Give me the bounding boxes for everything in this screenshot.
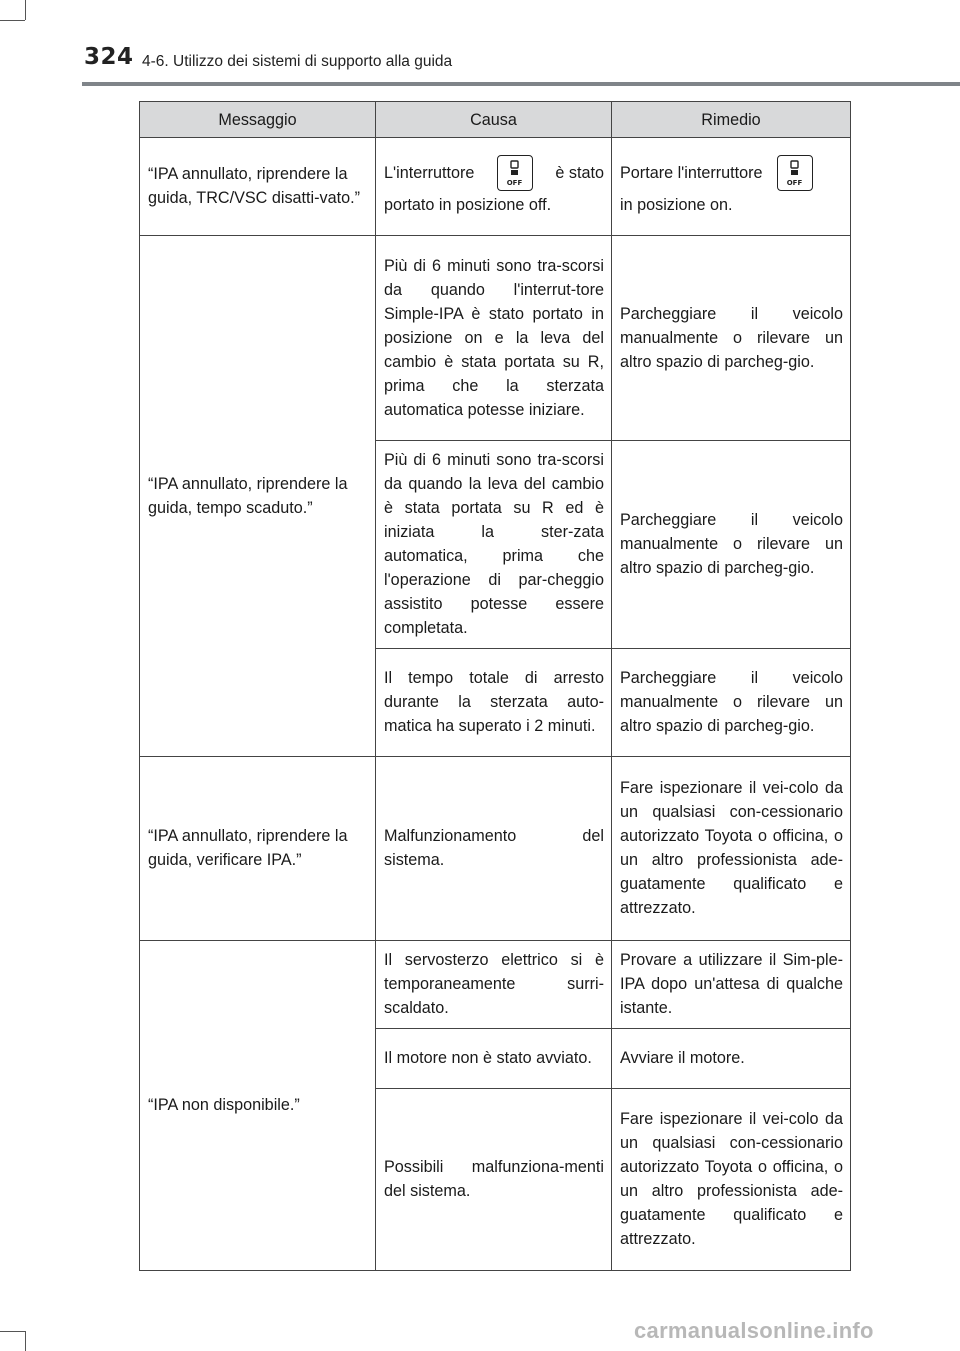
message-cell: “IPA non disponibile.”	[140, 941, 376, 1271]
crop-mark	[25, 0, 26, 20]
header-rule	[82, 82, 960, 86]
remedy-cell: Fare ispezionare il vei-colo da un qualsiasi con-cessionario autorizzato Toyota o officina, o un altro professionista ade-guatamente qualificato e attrezzato.	[612, 1089, 851, 1271]
cause-text: L'interruttore	[384, 164, 475, 182]
cause-cell: Malfunzionamento del sistema.	[376, 757, 612, 941]
message-table	[139, 101, 851, 1271]
remedy-cell	[612, 138, 851, 236]
remedy-cell: Parcheggiare il veicolo manualmente o rilevare un altro spazio di parcheg-gio.	[612, 649, 851, 757]
table-row	[140, 138, 851, 236]
header-rimedio: Rimedio	[612, 102, 851, 138]
cause-text: è stato	[555, 164, 604, 182]
crop-mark	[0, 20, 25, 21]
remedy-text: Portare l'interruttore	[620, 164, 763, 182]
message-cell: “IPA annullato, riprendere la guida, tempo scaduto.”	[140, 236, 376, 757]
section-title: 4-6. Utilizzo dei sistemi di supporto alla guida	[142, 53, 453, 70]
crop-mark	[25, 1331, 26, 1351]
remedy-text: in posizione on.	[620, 196, 733, 214]
cause-cell: Più di 6 minuti sono tra-scorsi da quando l'interrut-tore Simple-IPA è stato portato in posizione on e la leva del cambio è stata portata su R, prima che la sterzata automatica potesse iniziare.	[376, 236, 612, 441]
svg-text:OFF: OFF	[786, 179, 802, 187]
watermark: carmanualsonline.info	[634, 1318, 874, 1343]
cause-text: portato in posizione off.	[384, 196, 552, 214]
cause-cell: Il tempo totale di arresto durante la sterzata auto-matica ha superato i 2 minuti.	[376, 649, 612, 757]
remedy-cell: Avviare il motore.	[612, 1029, 851, 1089]
remedy-cell: Provare a utilizzare il Sim-ple-IPA dopo un'attesa di qualche istante.	[612, 941, 851, 1029]
header-messaggio: Messaggio	[140, 102, 376, 138]
page-number: 324	[84, 44, 134, 70]
cause-cell: Possibili malfunziona-menti del sistema.	[376, 1089, 612, 1271]
cause-cell: Il servosterzo elettrico si è temporaneamente surri-scaldato.	[376, 941, 612, 1029]
simple-ipa-off-switch-icon	[497, 155, 533, 191]
remedy-cell: Parcheggiare il veicolo manualmente o rilevare un altro spazio di parcheg-gio.	[612, 236, 851, 441]
simple-ipa-off-switch-icon	[777, 155, 813, 191]
header-causa: Causa	[376, 102, 612, 138]
cause-cell: Il motore non è stato avviato.	[376, 1029, 612, 1089]
crop-mark	[0, 1331, 25, 1332]
message-cell: “IPA annullato, riprendere la guida, verificare IPA.”	[140, 757, 376, 941]
table-header-row	[140, 102, 851, 138]
table-row	[140, 941, 851, 1029]
table-row	[140, 757, 851, 941]
cause-cell	[376, 138, 612, 236]
message-cell: “IPA annullato, riprendere la guida, TRC/VSC disatti-vato.”	[140, 138, 376, 236]
remedy-cell: Parcheggiare il veicolo manualmente o rilevare un altro spazio di parcheg-gio.	[612, 441, 851, 649]
remedy-cell: Fare ispezionare il vei-colo da un qualsiasi con-cessionario autorizzato Toyota o officina, o un altro professionista ade-guatamente qualificato e attrezzato.	[612, 757, 851, 941]
svg-text:OFF: OFF	[506, 179, 523, 187]
cause-cell: Più di 6 minuti sono tra-scorsi da quando la leva del cambio è stata portata su R ed è iniziata la ster-zata automatica, prima che l'operazione di par-cheggio assistito potesse essere completata.	[376, 441, 612, 649]
table-row	[140, 236, 851, 441]
